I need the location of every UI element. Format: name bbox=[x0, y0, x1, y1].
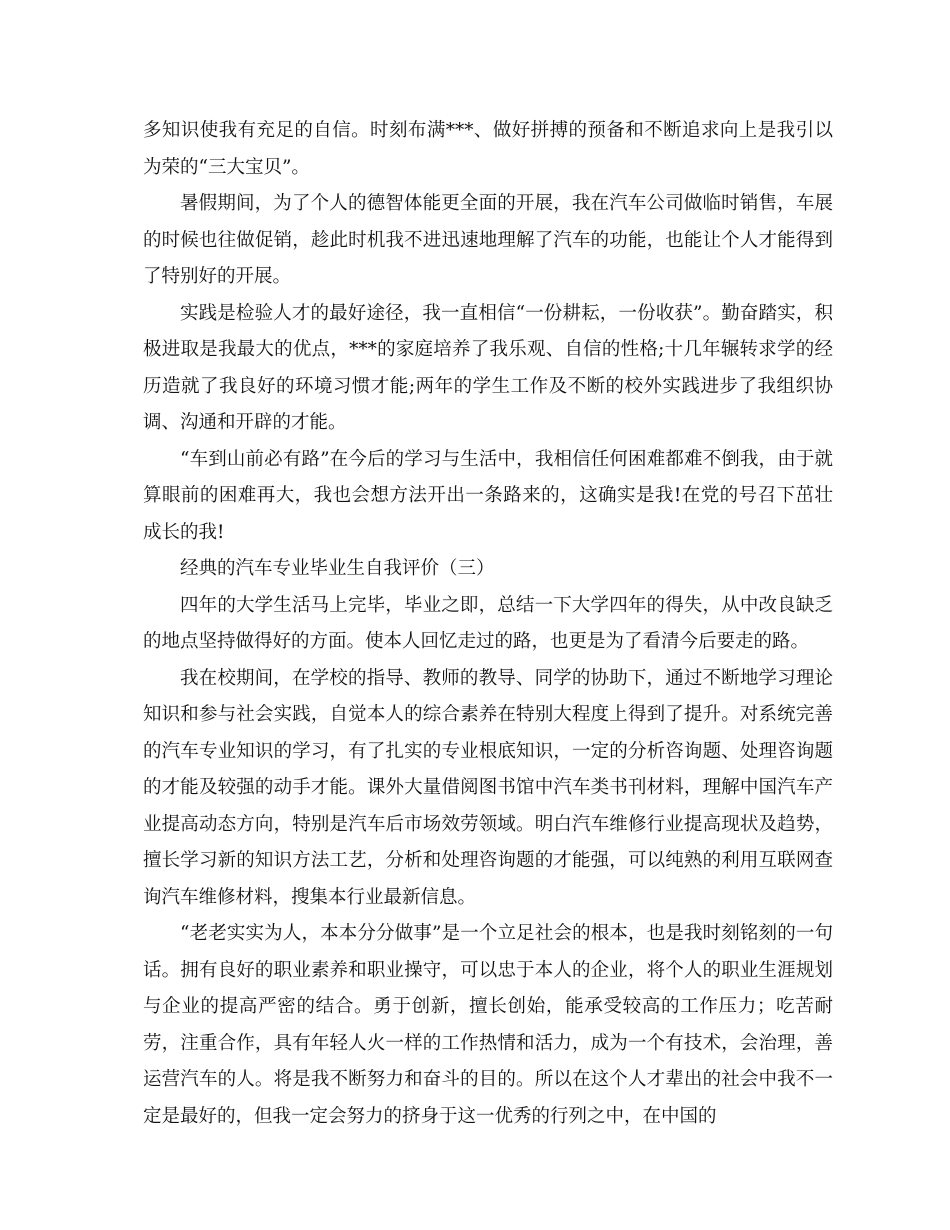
paragraph-continuation: 多知识使我有充足的自信。时刻布满***、做好拼搏的预备和不断追求向上是我引以为荣的“三大宝贝”。 bbox=[143, 120, 833, 178]
section-heading: 经典的汽车专业毕业生自我评价（三） bbox=[180, 558, 495, 579]
paragraph-summer-internship: 暑假期间，为了个人的德智体能更全面的开展，我在汽车公司做临时销售，车展的时候也往做促销，趁此时机我不进迅速地理解了汽车的功能，也能让个人才能得到了特别好的开展。 bbox=[143, 193, 833, 287]
document-body bbox=[143, 113, 833, 1135]
paragraph-motto: “老老实实为人，本本分分做事”是一个立足社会的根本，也是我时刻铭刻的一句话。拥有良好的职业素养和职业操守，可以忠于本人的企业，将个人的职业生涯规划与企业的提高严密的结合。勇于创新，擅长创始，能承受较高的工作压力；吃苦耐劳，注重合作，具有年轻人火一样的工作热情和活力，成为一个有技术，会治理，善运营汽车的人。将是我不断努力和奋斗的目的。所以在这个人才辈出的社会中我不一定是最好的，但我一定会努力的挤身于这一优秀的行列之中，在中国的 bbox=[143, 923, 833, 1127]
paragraph-university-summary: 四年的大学生活马上完毕，毕业之即，总结一下大学四年的得失，从中改良缺乏的地点坚持做得好的方面。使本人回忆走过的路，也更是为了看清今后要走的路。 bbox=[143, 594, 833, 652]
paragraph-practice: 实践是检验人才的最好途径，我一直相信“一份耕耘，一份收获”。勤奋踏实，积极进取是我最大的优点，***的家庭培养了我乐观、自信的性格;十几年辗转求学的经历造就了我良好的环境习惯才能;两年的学生工作及不断的校外实践进步了我组织协调、沟通和开辟的才能。 bbox=[143, 302, 833, 433]
paragraph-road-ahead: “车到山前必有路”在今后的学习与生活中，我相信任何困难都难不倒我，由于就算眼前的困难再大，我也会想方法开出一条路来的，这确实是我!在党的号召下茁壮成长的我! bbox=[143, 448, 833, 543]
paragraph-school-period: 我在校期间，在学校的指导、教师的教导、同学的协助下，通过不断地学习理论知识和参与社会实践，自觉本人的综合素养在特别大程度上得到了提升。对系统完善的汽车专业知识的学习，有了扎实的专业根底知识，一定的分析咨询题、处理咨询题的才能及较强的动手才能。课外大量借阅图书馆中汽车类书刊材料，理解中国汽车产业提高动态方向，特别是汽车后市场效劳领域。明白汽车维修行业提高现状及趋势，擅长学习新的知识方法工艺，分析和处理咨询题的才能强，可以纯熟的利用互联网查询汽车维修材料，搜集本行业最新信息。 bbox=[143, 667, 833, 908]
